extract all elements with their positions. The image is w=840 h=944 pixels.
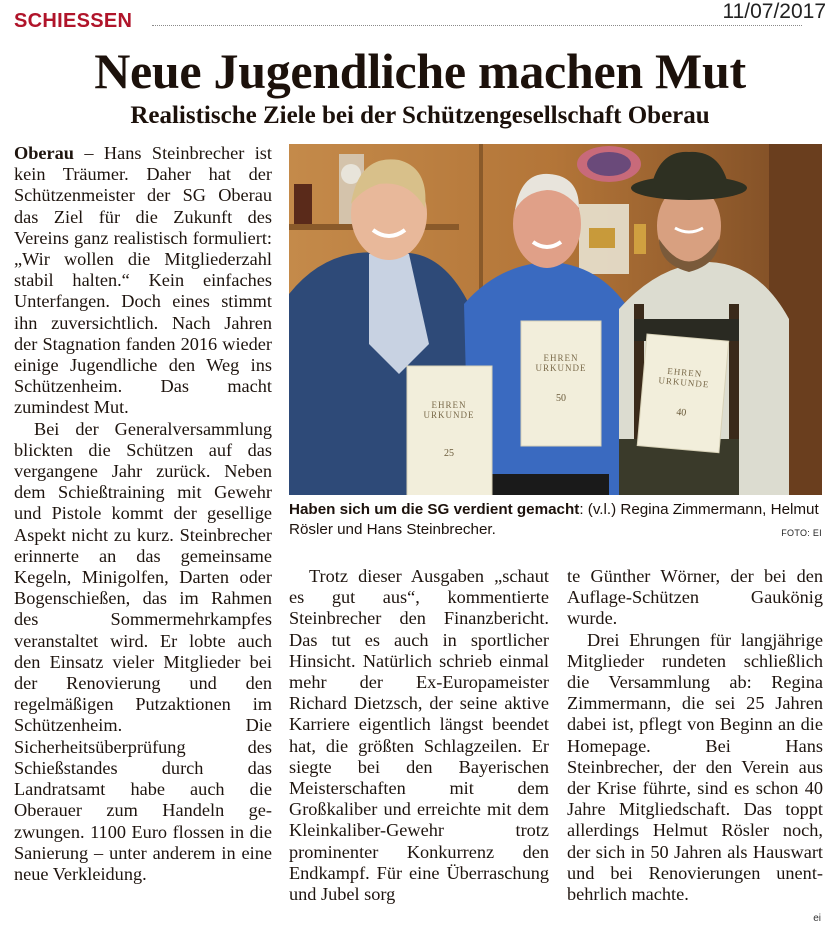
caption-bold: Haben sich um die SG verdient gemacht (289, 501, 580, 518)
body-paragraph-continued: te Günther Wörner, der bei den Auflage-Schützen Gaukönig wurde. (567, 566, 823, 629)
body-paragraph: Drei Ehrungen für langjährige Mitglieder rundeten schließlich die Versammlung ab: Regina Zimmermann, die sei 25 Jahren dabei ist, pflegt von Beginn an die Homepage. Bei Hans Steinbrecher, der den Verein aus der Krise führte, sind es schon 40 Jahre Mitgliedschaft. Das toppt allerdings Helmut Rösler noch, der sich in 50 Jahren als Hauswart und bei Renovierungen unentbehrlich machte. (567, 629, 823, 905)
photo-illustration (289, 144, 822, 495)
lead-text: – Hans Steinbrecher ist kein Träumer. Daher hat der Schützenmeister der SG Oberau das Ziel für die Zukunft des Vereins ganz realistisch formuliert: „Wir wollen die Mitgliederzahl stabil halten.“ Kein einfaches Unterfangen. Doch eines stimmt ihn zuversichtlich. Nach Jahren der Stagnation fanden 2016 wieder einige Jugendliche den Weg ins Schützenheim. Das macht zumindest Mut. (14, 143, 272, 418)
svg-text:EHREN: EHREN (666, 365, 703, 379)
svg-text:50: 50 (556, 393, 566, 404)
page-header (0, 0, 840, 36)
article-column-1 (14, 143, 272, 885)
lead-paragraph (14, 143, 272, 419)
svg-text:URKUNDE: URKUNDE (535, 363, 587, 373)
section-label: SCHIESSEN (14, 10, 133, 32)
author-signature: ei (813, 913, 821, 924)
svg-text:EHREN: EHREN (431, 400, 467, 410)
certificate-25 (407, 366, 492, 495)
photo-credit: FOTO: EI (781, 528, 822, 538)
svg-text:25: 25 (444, 448, 454, 459)
caption-text: : (v.l.) Regina Zimmermann, Helmut Rösler und Hans Steinbrecher. (289, 501, 819, 538)
svg-text:URKUNDE: URKUNDE (658, 375, 710, 390)
body-paragraph: Trotz dieser Ausgaben „schaut es gut aus“, kommentierte Steinbrecher den Finanzbericht. Das tut es auch in sportlicher Hinsicht. Natürlich schrieb einmal mehr der Ex-Europameister Richard Dietzsch, der seine aktive Karriere eigentlich längst beendet hat, die größten Schlagzeilen. Er siegte bei den Bayerischen Meisterschaften mit dem Großkaliber und erreichte mit dem Kleinkaliber-Gewehr trotz prominenter Konkurrenz den Endkampf. Für eine Überraschung und Jubel sorg (289, 566, 549, 905)
article-column-3 (567, 566, 823, 905)
article-photo (289, 144, 822, 495)
photo-caption (289, 500, 823, 540)
dateline: Oberau (14, 143, 74, 163)
certificate-40 (637, 334, 728, 453)
headline: Neue Jugendliche machen Mut (94, 43, 746, 99)
certificate-50 (521, 321, 601, 446)
svg-text:URKUNDE: URKUNDE (423, 410, 475, 420)
body-paragraph: Bei der Generalversammlung blickten die Schützen auf das vergangene Jahr zurück. Neben dem Schießtraining mit Gewehr und Pistole kommt der gesellige Aspekt nicht zu kurz. Steinbrecher erinnerte an das gemeinsame Kegeln, Minigolfen, Darten oder Bogenschießen, das im Rahmen des Sommermehrkampfes veranstaltet wird. Er lobte auch den Einsatz vieler Mitglieder bei der Renovierung und den regelmäßigen Putzaktionen im Schützenheim. Die Sicherheitsüberprüfung des Schießstandes durch das Landratsamt habe auch die Oberauer zum Handeln gezwungen. 1100 Euro flossen in die Sanierung – unter anderem in eine neue Verkleidung. (14, 418, 272, 884)
subheadline: Realistische Ziele bei der Schützengesellschaft Oberau (130, 102, 710, 129)
svg-text:40: 40 (675, 406, 687, 419)
article-column-2 (289, 566, 549, 905)
svg-text:EHREN: EHREN (543, 353, 579, 363)
header-divider (152, 25, 802, 26)
publication-date: 11/07/2017 (722, 0, 826, 23)
